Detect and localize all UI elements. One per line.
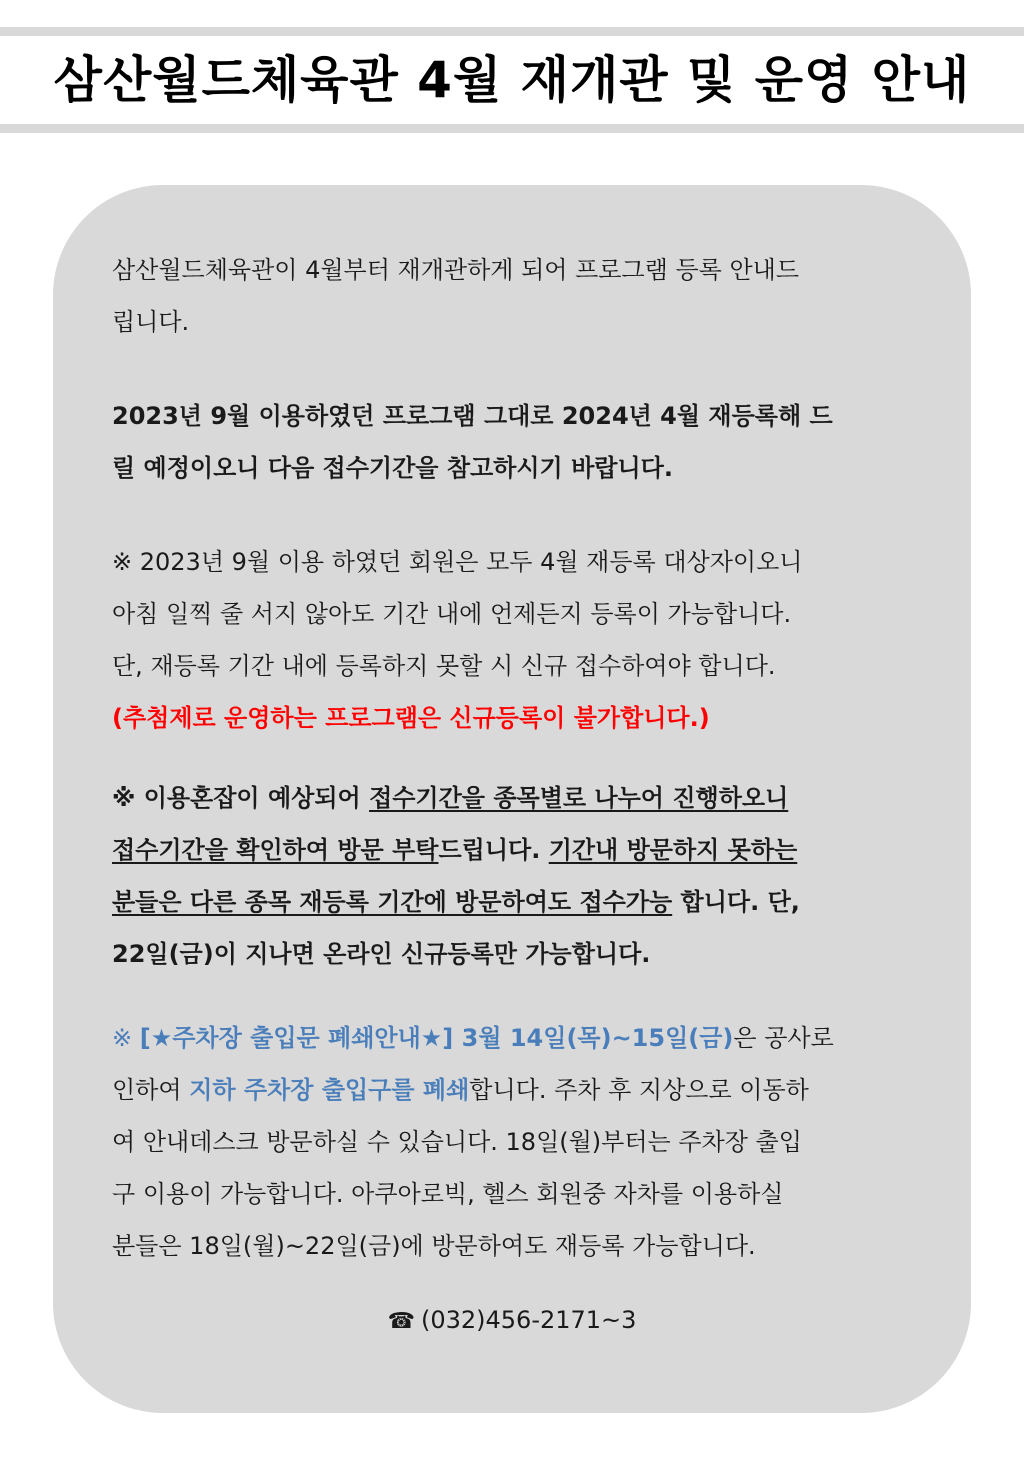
header-bottom-bar [0, 124, 1024, 133]
parking-notice-line: 분들은 18일(월)~22일(금)에 방문하여도 재등록 가능합니다. [112, 1232, 756, 1260]
intro-paragraph [112, 244, 902, 348]
parking-text: 인하여 [112, 1076, 190, 1104]
parking-notice-paragraph [112, 1012, 902, 1272]
eligibility-line: 아침 일찍 줄 서지 않아도 기간 내에 언제든지 등록이 가능합니다. [112, 600, 792, 628]
telephone-icon: ☎ [387, 1309, 415, 1334]
eligibility-line: ※ 2023년 9월 이용 하였던 회원은 모두 4월 재등록 대상자이오니 [112, 548, 803, 576]
contact-phone [0, 1300, 1024, 1342]
reregister-notice-line: 릴 예정이오니 다음 접수기간을 참고하시기 바랍니다. [112, 454, 673, 482]
parking-text: 은 공사로 [733, 1024, 834, 1052]
page-title: 삼산월드체육관 4월 재개관 및 운영 안내 [53, 51, 971, 109]
intro-line: 삼산월드체육관이 4월부터 재개관하게 되어 프로그램 등록 안내드 [112, 256, 800, 284]
crowd-underlined-text: 접수기간을 확인하여 방문 부탁 [112, 836, 439, 864]
parking-notice-line [112, 1064, 902, 1116]
reregister-notice-line: 2023년 9월 이용하였던 프로그램 그대로 2024년 4월 재등록해 드 [112, 402, 833, 430]
crowd-notice-line [112, 876, 902, 928]
header-top-bar [0, 27, 1024, 36]
parking-closure-highlight: 지하 주차장 출입구를 폐쇄 [189, 1076, 470, 1104]
reference-mark: ※ [112, 1024, 140, 1052]
crowd-notice-line: 22일(금)이 지나면 온라인 신규등록만 가능합니다. [112, 940, 651, 968]
crowd-notice-line [112, 824, 902, 876]
parking-closure-headline: [★주차장 출입문 폐쇄안내★] 3월 14일(목)~15일(금) [139, 1024, 734, 1052]
parking-notice-line [112, 1012, 902, 1064]
lottery-warning: (추첨제로 운영하는 프로그램은 신규등록이 불가합니다.) [112, 704, 710, 732]
crowd-text: ※ 이용혼잡이 예상되어 [112, 784, 370, 812]
crowd-text: 드립니다. [438, 836, 549, 864]
crowd-notice-line [112, 772, 902, 824]
crowd-notice-paragraph [112, 772, 902, 980]
parking-text: 합니다. 주차 후 지상으로 이동하 [469, 1076, 809, 1104]
crowd-underlined-text: 분들은 다른 종목 재등록 기간에 방문하여도 접수가능 [112, 888, 673, 916]
parking-notice-line: 여 안내데스크 방문하실 수 있습니다. 18일(월)부터는 주차장 출입 [112, 1128, 802, 1156]
crowd-underlined-text: 기간내 방문하지 못하는 [548, 836, 798, 864]
eligibility-paragraph [112, 536, 902, 744]
phone-number: (032)456-2171~3 [420, 1306, 637, 1334]
crowd-text: 합니다. 단, [672, 888, 800, 916]
eligibility-line: 단, 재등록 기간 내에 등록하지 못할 시 신규 접수하여야 합니다. [112, 652, 776, 680]
crowd-underlined-text: 접수기간을 종목별로 나누어 진행하오니 [369, 784, 789, 812]
parking-notice-line: 구 이용이 가능합니다. 아쿠아로빅, 헬스 회원중 자차를 이용하실 [112, 1180, 784, 1208]
reregister-notice-paragraph [112, 390, 902, 494]
intro-line: 립니다. [112, 308, 190, 336]
